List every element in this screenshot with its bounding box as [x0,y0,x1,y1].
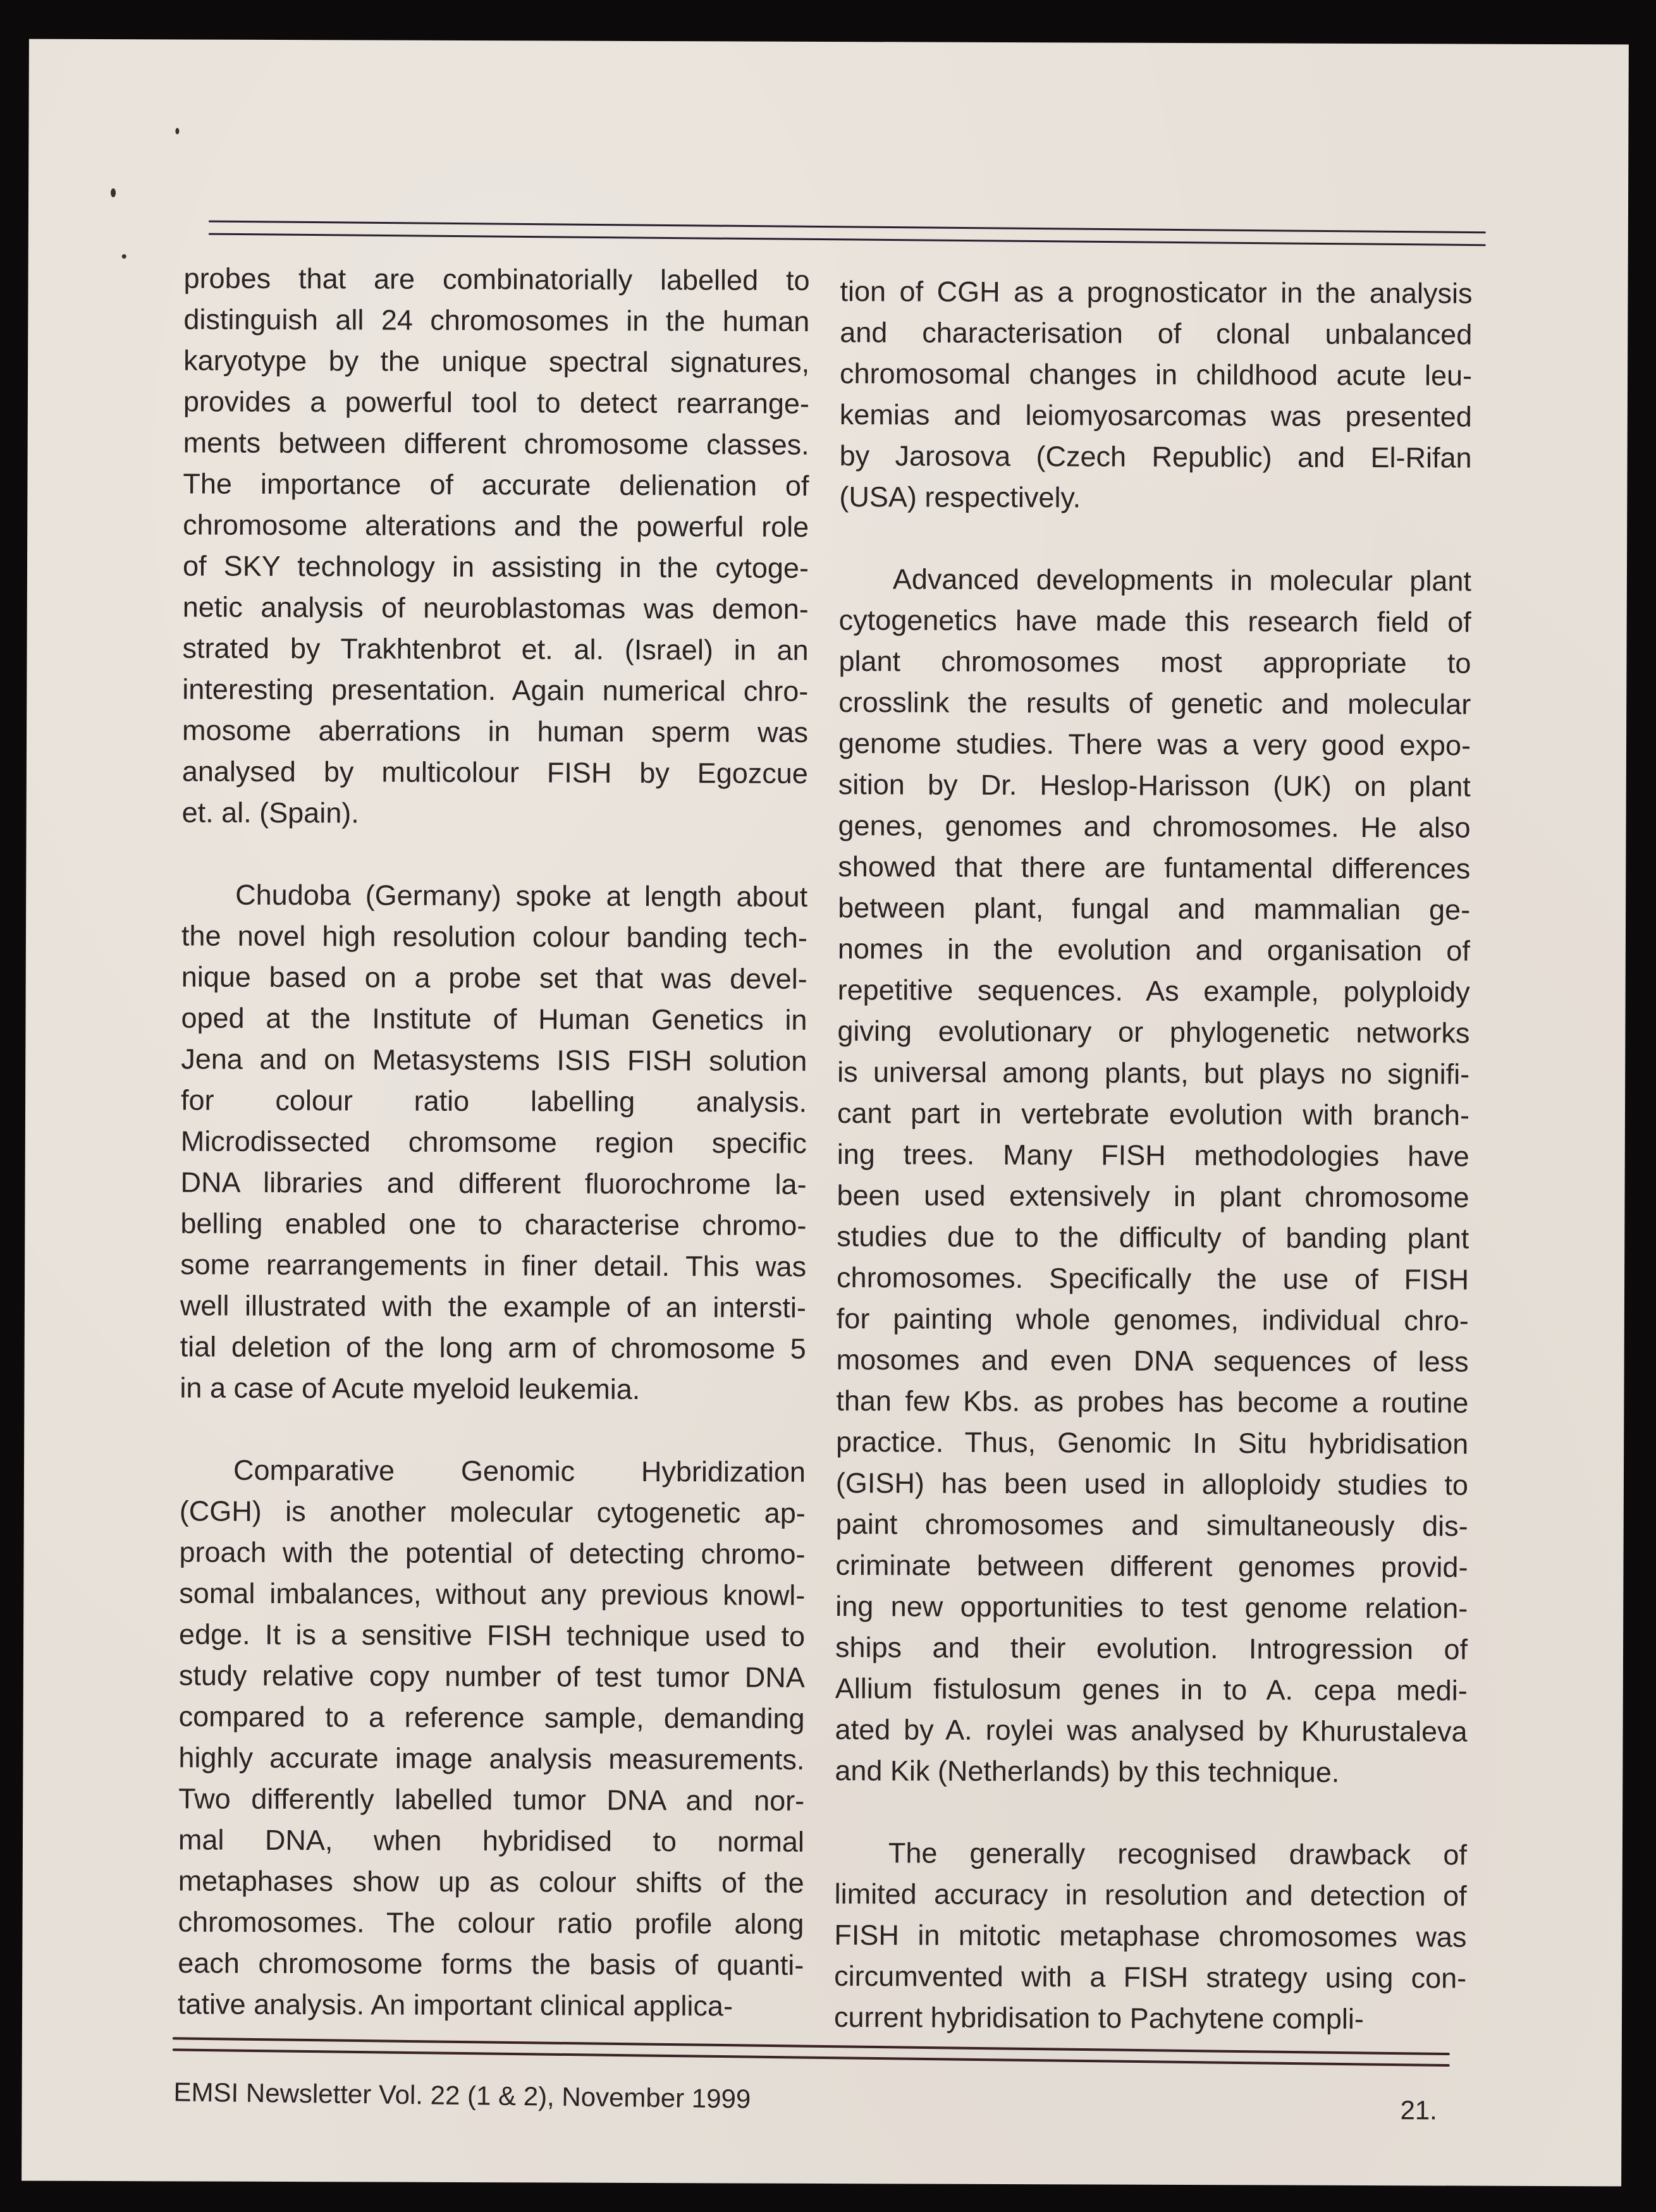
text-line: sition by Dr. Heslop-Harisson (UK) on plant [838,768,1471,803]
text-line: provides a powerful tool to detect rearrange- [183,385,810,420]
paragraph [178,1449,806,2026]
text-line: (USA) respectively. [839,480,1081,514]
text-line: Chudoba (Germany) spoke at length about [235,878,808,913]
text-line: The generally recognised drawback of [888,1836,1467,1871]
right-column [834,271,1473,2081]
text-line: tial deletion of the long arm of chromosome 5 [180,1330,806,1365]
text-line: genome studies. There was a very good expo- [838,727,1471,762]
paragraph [182,257,810,834]
newsletter-page [21,39,1629,2187]
paper-speck [175,128,179,134]
text-line: some rearrangements in finer detail. This was [180,1248,807,1283]
text-line: the novel high resolution colour banding tech- [181,919,808,954]
text-line: edge. It is a sensitive FISH technique used to [179,1618,806,1653]
text-line: metaphases show up as colour shifts of the [178,1864,804,1899]
text-line: in a case of Acute myeloid leukemia. [180,1371,641,1405]
text-line: practice. Thus, Genomic In Situ hybridisation [836,1426,1469,1460]
header-rule-upper [209,221,1486,234]
text-line: Two differently labelled tumor DNA and nor- [178,1782,805,1817]
text-line: paint chromosomes and simultaneously dis- [835,1508,1468,1543]
text-line: belling enabled one to characterise chromo- [180,1207,807,1242]
page-number: 21. [1400,2095,1437,2125]
text-line: of SKY technology in assisting in the cytoge- [182,549,809,584]
text-line: mal DNA, when hybridised to normal [178,1823,805,1858]
text-line: chromosomes. The colour ratio profile along [178,1905,804,1940]
text-line: each chromosome forms the basis of quanti- [178,1946,804,1981]
text-line: Advanced developments in molecular plant [892,563,1472,597]
text-line: cytogenetics have made this research field of [838,604,1471,639]
text-line: and Kik (Netherlands) by this technique. [835,1754,1340,1788]
text-line: proach with the potential of detecting chromo- [179,1536,806,1570]
text-line: tion of CGH as a prognosticator in the analysis [840,275,1473,310]
text-line: analysed by multicolour FISH by Egozcue [181,755,808,790]
text-line: showed that there are funtamental differences [838,850,1471,885]
text-line: (CGH) is another molecular cytogenetic ap- [179,1494,806,1529]
text-line: et. al. (Spain). [181,796,359,829]
text-line: plant chromosomes most appropriate to [838,645,1471,680]
text-line: strated by Trakhtenbrot et. al. (Israel) in an [182,632,809,666]
left-column [178,257,810,2067]
text-line: than few Kbs. as probes has become a routine [836,1384,1469,1419]
text-line: nique based on a probe set that was devel- [181,960,807,995]
text-line: Jena and on Metasystems ISIS FISH solution [181,1042,807,1077]
paragraph [834,1832,1467,2039]
text-line: karyotype by the unique spectral signatures, [183,344,810,379]
text-line: ated by A. roylei was analysed by Khurustaleva [835,1713,1468,1748]
text-line: Comparative Genomic Hybridization [233,1453,806,1488]
text-line: crosslink the results of genetic and molecular [838,686,1471,721]
text-line: highly accurate image analysis measurements. [178,1741,805,1776]
text-line: by Jarosova (Czech Republic) and El-Rifan [839,439,1472,474]
text-line: chromosome alterations and the powerful role [183,508,809,543]
text-line: (GISH) has been used in alloploidy studies to [835,1467,1469,1501]
text-line: limited accuracy in resolution and detection of [834,1878,1467,1912]
text-line: ing trees. Many FISH methodologies have [837,1138,1469,1173]
text-line: netic analysis of neuroblastomas was demon- [182,590,809,625]
text-line: The importance of accurate delienation of [183,467,809,502]
text-line: Microdissected chromsome region specific [180,1125,807,1159]
text-line: cant part in vertebrate evolution with branch- [837,1097,1470,1132]
text-line: oped at the Institute of Human Genetics in [181,1001,807,1036]
header-rule-lower [209,233,1486,247]
publication-footer: EMSI Newsletter Vol. 22 (1 & 2), November 1999 [173,2077,751,2114]
text-line: chromosomes. Specifically the use of FISH [837,1261,1469,1296]
text-line: for painting whole genomes, individual chro- [836,1302,1469,1337]
text-line: ments between different chromosome classes. [183,426,809,461]
text-line: been used extensively in plant chromosome [837,1179,1469,1214]
text-line: ing new opportunities to test genome relation- [835,1590,1468,1625]
text-line: current hybridisation to Pachytene compli- [833,2001,1364,2035]
text-line: circumvented with a FISH strategy using con- [834,1960,1467,1995]
text-line: kemias and leiomyosarcomas was presented [839,398,1472,433]
text-line: Allium fistulosum genes in to A. cepa medi- [835,1672,1468,1707]
text-line: nomes in the evolution and organisation of [837,932,1470,967]
paper-speck [122,254,126,259]
paragraph [839,271,1472,519]
text-line: giving evolutionary or phylogenetic networks [837,1015,1470,1049]
text-line: compared to a reference sample, demanding [178,1700,805,1735]
text-line: interesting presentation. Again numerical chro- [182,673,809,707]
text-line: somal imbalances, without any previous knowl- [179,1577,806,1611]
text-line: between plant, fungal and mammalian ge- [838,891,1471,926]
text-line: and characterisation of clonal unbalanced [840,316,1473,351]
text-line: ships and their evolution. Introgression of [835,1631,1468,1666]
text-line: criminate between different genomes provid- [835,1549,1468,1584]
text-line: is universal among plants, but plays no signifi- [837,1056,1470,1091]
paragraph [180,874,807,1410]
text-line: DNA libraries and different fluorochrome la- [180,1166,807,1201]
paper-speck [111,188,116,197]
text-line: genes, genomes and chromosomes. He also [838,809,1471,844]
text-line: FISH in mitotic metaphase chromosomes was [834,1919,1467,1953]
paragraph [835,558,1471,1793]
text-line: distinguish all 24 chromosomes in the human [183,303,810,338]
text-line: probes that are combinatorially labelled to [183,262,810,296]
text-line: studies due to the difficulty of banding plant [837,1220,1469,1255]
text-line: tative analysis. An important clinical applica- [177,1988,733,2022]
text-line: study relative copy number of test tumor DNA [178,1659,805,1694]
text-line: for colour ratio labelling analysis. [180,1084,807,1118]
text-line: chromosomal changes in childhood acute leu- [839,357,1473,392]
text-line: well illustrated with the example of an intersti- [180,1289,807,1324]
text-line: mosome aberrations in human sperm was [182,714,809,749]
text-line: mosomes and even DNA sequences of less [836,1343,1469,1378]
text-line: repetitive sequences. As example, polyploidy [837,974,1470,1008]
